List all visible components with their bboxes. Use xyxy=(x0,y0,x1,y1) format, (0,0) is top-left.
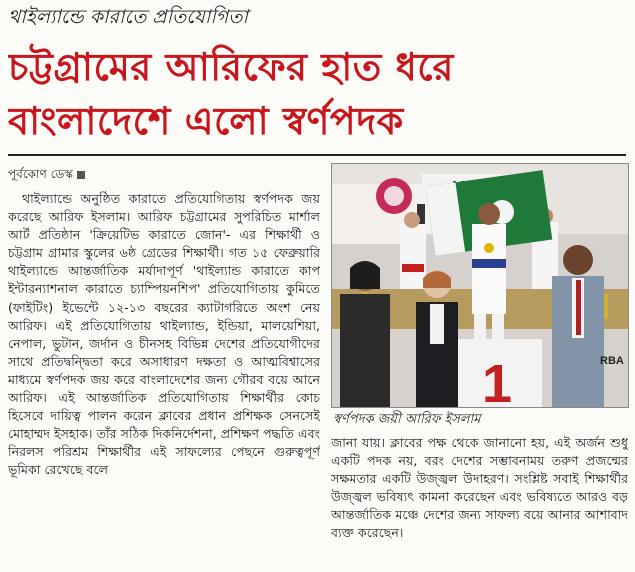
headline-divider xyxy=(8,154,626,156)
article-kicker: থাইল্যান্ডে কারাতে প্রতিযোগিতা xyxy=(8,6,249,28)
article-body-right xyxy=(331,434,628,568)
byline-square-icon xyxy=(77,171,85,179)
podium-number: 1 xyxy=(481,354,513,407)
article-photo xyxy=(331,163,629,408)
article-body-left xyxy=(8,190,320,566)
body-paragraph-left: থাইল্যান্ডে অনুষ্ঠিত কারাতে প্রতিযোগিতায় স্বর্ণপদক জয় করেছে আরিফ ইসলাম। আরিফ চট্টগ্রামের সুপরিচিত মার্শাল আর্ট প্রতিষ্ঠান 'ক্রিয়েটিভ কারাতে জোন'- এর শিক্ষার্থী ও চট্টগ্রাম গ্রামার স্কুলের ৬ষ্ঠ গ্রেডের শিক্ষার্থী। গত ১৫ ফেব্রুয়ারি থাইল্যান্ডে আন্তর্জাতিক মর্যাদাপূর্ণ 'থাইল্যান্ড কারাতে কাপ ইন্টারন্যাশনাল কারাতে চ্যাম্পিয়নশিপ' প্রতিযোগিতায় কুমিতে (ফাইটিং) ইভেন্টে ১২-১৩ বছরের ক্যাটাগরিতে অংশ নেয় আরিফ। এই প্রতিযোগিতায় থাইল্যান্ড, ইন্ডিয়া, মালয়েশিয়া, নেপাল, ভুটান, জর্দান ও চীনসহ বিভিন্ন দেশের প্রতিযোগীদের সাথে প্রতিদ্বন্দ্বিতা করে অসাধারণ দক্ষতা ও আত্মবিশ্বাসের মাধ্যমে স্বর্ণপদক জয় করে বাংলাদেশের জন্য গৌরব বয়ে আনে আরিফ। এই আন্তর্জাতিক প্রতিযোগিতায় শিক্ষার্থীর কোচ হিসেবে দায়িত্ব পালন করেন ক্লাবের প্রধান প্রশিক্ষক সেনসেই মোহাম্মদ ইসহাক। তাঁর সঠিক দিকনির্দেশনা, প্রশিক্ষণ পদ্ধতি এবং নিরলস পরিশ্রম শিক্ষার্থীর এই সাফল্যের পেছনে গুরুত্বপূর্ণ ভূমিকা রেখেছে বলে xyxy=(8,191,320,478)
photo-caption: স্বর্ণপদক জয়ী আরিফ ইসলাম xyxy=(333,412,481,427)
body-paragraph-right: জানা যায়। ক্লাবের পক্ষ থেকে জানানো হয়, এই অর্জন শুধু একটি পদক নয়, বরং দেশের সম্ভাবনাময় তরুণ প্রজন্মের সক্ষমতার একটি উজ্জ্বল উদাহরণ। সংশ্লিষ্ট সবাই শিক্ষার্থীর উজ্জ্বল ভবিষ্যৎ কামনা করেছেন এবং ভবিষ্যতে আরও বড় আন্তর্জাতিক মঞ্চে দেশের জন্য সাফল্য বয়ে আনার আশাবাদ ব্যক্ত করেছেন। xyxy=(331,435,628,541)
award-ceremony-image xyxy=(332,164,628,407)
byline xyxy=(8,166,85,186)
article-headline xyxy=(8,40,628,148)
headline-line-2: বাংলাদেশে এলো স্বর্ণপদক xyxy=(8,99,404,143)
headline-line-1: চট্টগ্রামের আরিফের হাত ধরে xyxy=(8,45,454,89)
byline-text: পূর্বকোণ ডেস্ক xyxy=(8,167,73,181)
corner-text: RBA xyxy=(600,355,624,367)
